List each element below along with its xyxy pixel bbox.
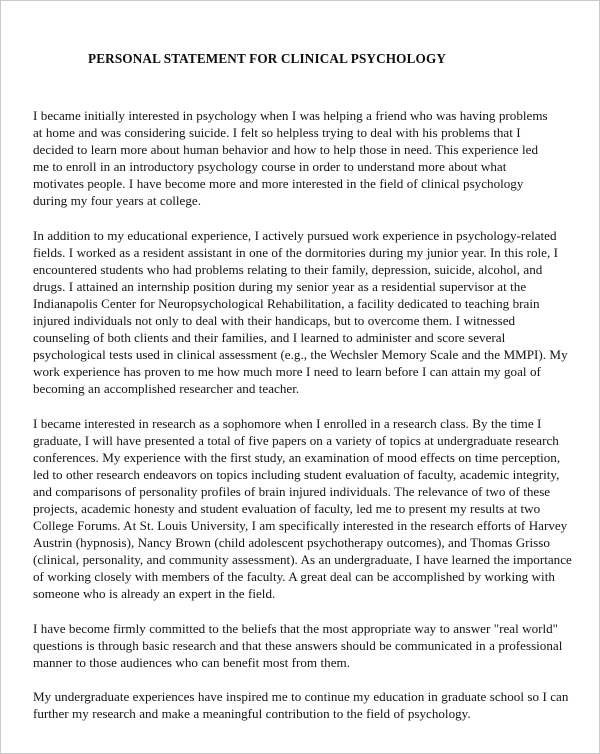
page-content-area — [1, 1, 599, 722]
paragraph-5: My undergraduate experiences have inspired me to continue my education in graduate school so I can further my research and make a meaningful contribution to the field of psychology. — [33, 688, 569, 721]
paragraph-4: I have become firmly committed to the beliefs that the most appropriate way to answer "real world" questions is through basic research and that these answers should be communicated in a professional manner to those audiences who can benefit most from them. — [33, 620, 563, 670]
document-body — [33, 107, 573, 722]
page-title: PERSONAL STATEMENT FOR CLINICAL PSYCHOLOGY — [88, 51, 447, 66]
paragraph-3: I became interested in research as a sophomore when I enrolled in a research class. By the time I graduate, I will have presented a total of five papers on a variety of topics at undergraduate research conferences. My experience with the first study, an examination of mood effects on time perception, led to other research endeavors on topics including student evaluation of faculty, academic integrity, and comparisons of personality profiles of brain injured individuals. The relevance of two of these projects, academic honesty and student evaluation of faculty, led me to present my results at two College Forums. At St. Louis University, I am specifically interested in the research efforts of Harvey Austrin (hypnosis), Nancy Brown (child adolescent psychotherapy outcomes), and Thomas Grisso (clinical, personality, and community assessment). As an undergraduate, I have learned the importance of working closely with members of the faculty. A great deal can be accomplished by working with someone who is already an expert in the field. — [33, 415, 572, 602]
paragraph-1: I became initially interested in psychology when I was helping a friend who was having problems at home and was considering suicide. I felt so helpless trying to deal with his problems that I decided to learn more about human behavior and how to help those in need. This experience led me to enroll in an introductory psychology course in order to understand more about what motivates people. I have become more and more interested in the field of clinical psychology during my four years at college. — [33, 108, 548, 209]
paragraph-2: In addition to my educational experience, I actively pursued work experience in psychology-related fields. I worked as a resident assistant in one of the dormitories during my junior year. In this role, I encountered students who had problems relating to their family, depression, suicide, alcohol, and drugs. I attained an internship position during my senior year as a residential supervisor at the Indianapolis Center for Neuropsychological Rehabilitation, a facility dedicated to teaching brain injured individuals not only to deal with their handicaps, but to overcome them. I witnessed counseling of both clients and their families, and I learned to administer and score several psychological tests used in clinical assessment (e.g., the Wechsler Memory Scale and the MMPI). My work experience has proven to me how much more I need to learn before I can attain my goal of becoming an accomplished researcher and teacher. — [33, 227, 568, 397]
